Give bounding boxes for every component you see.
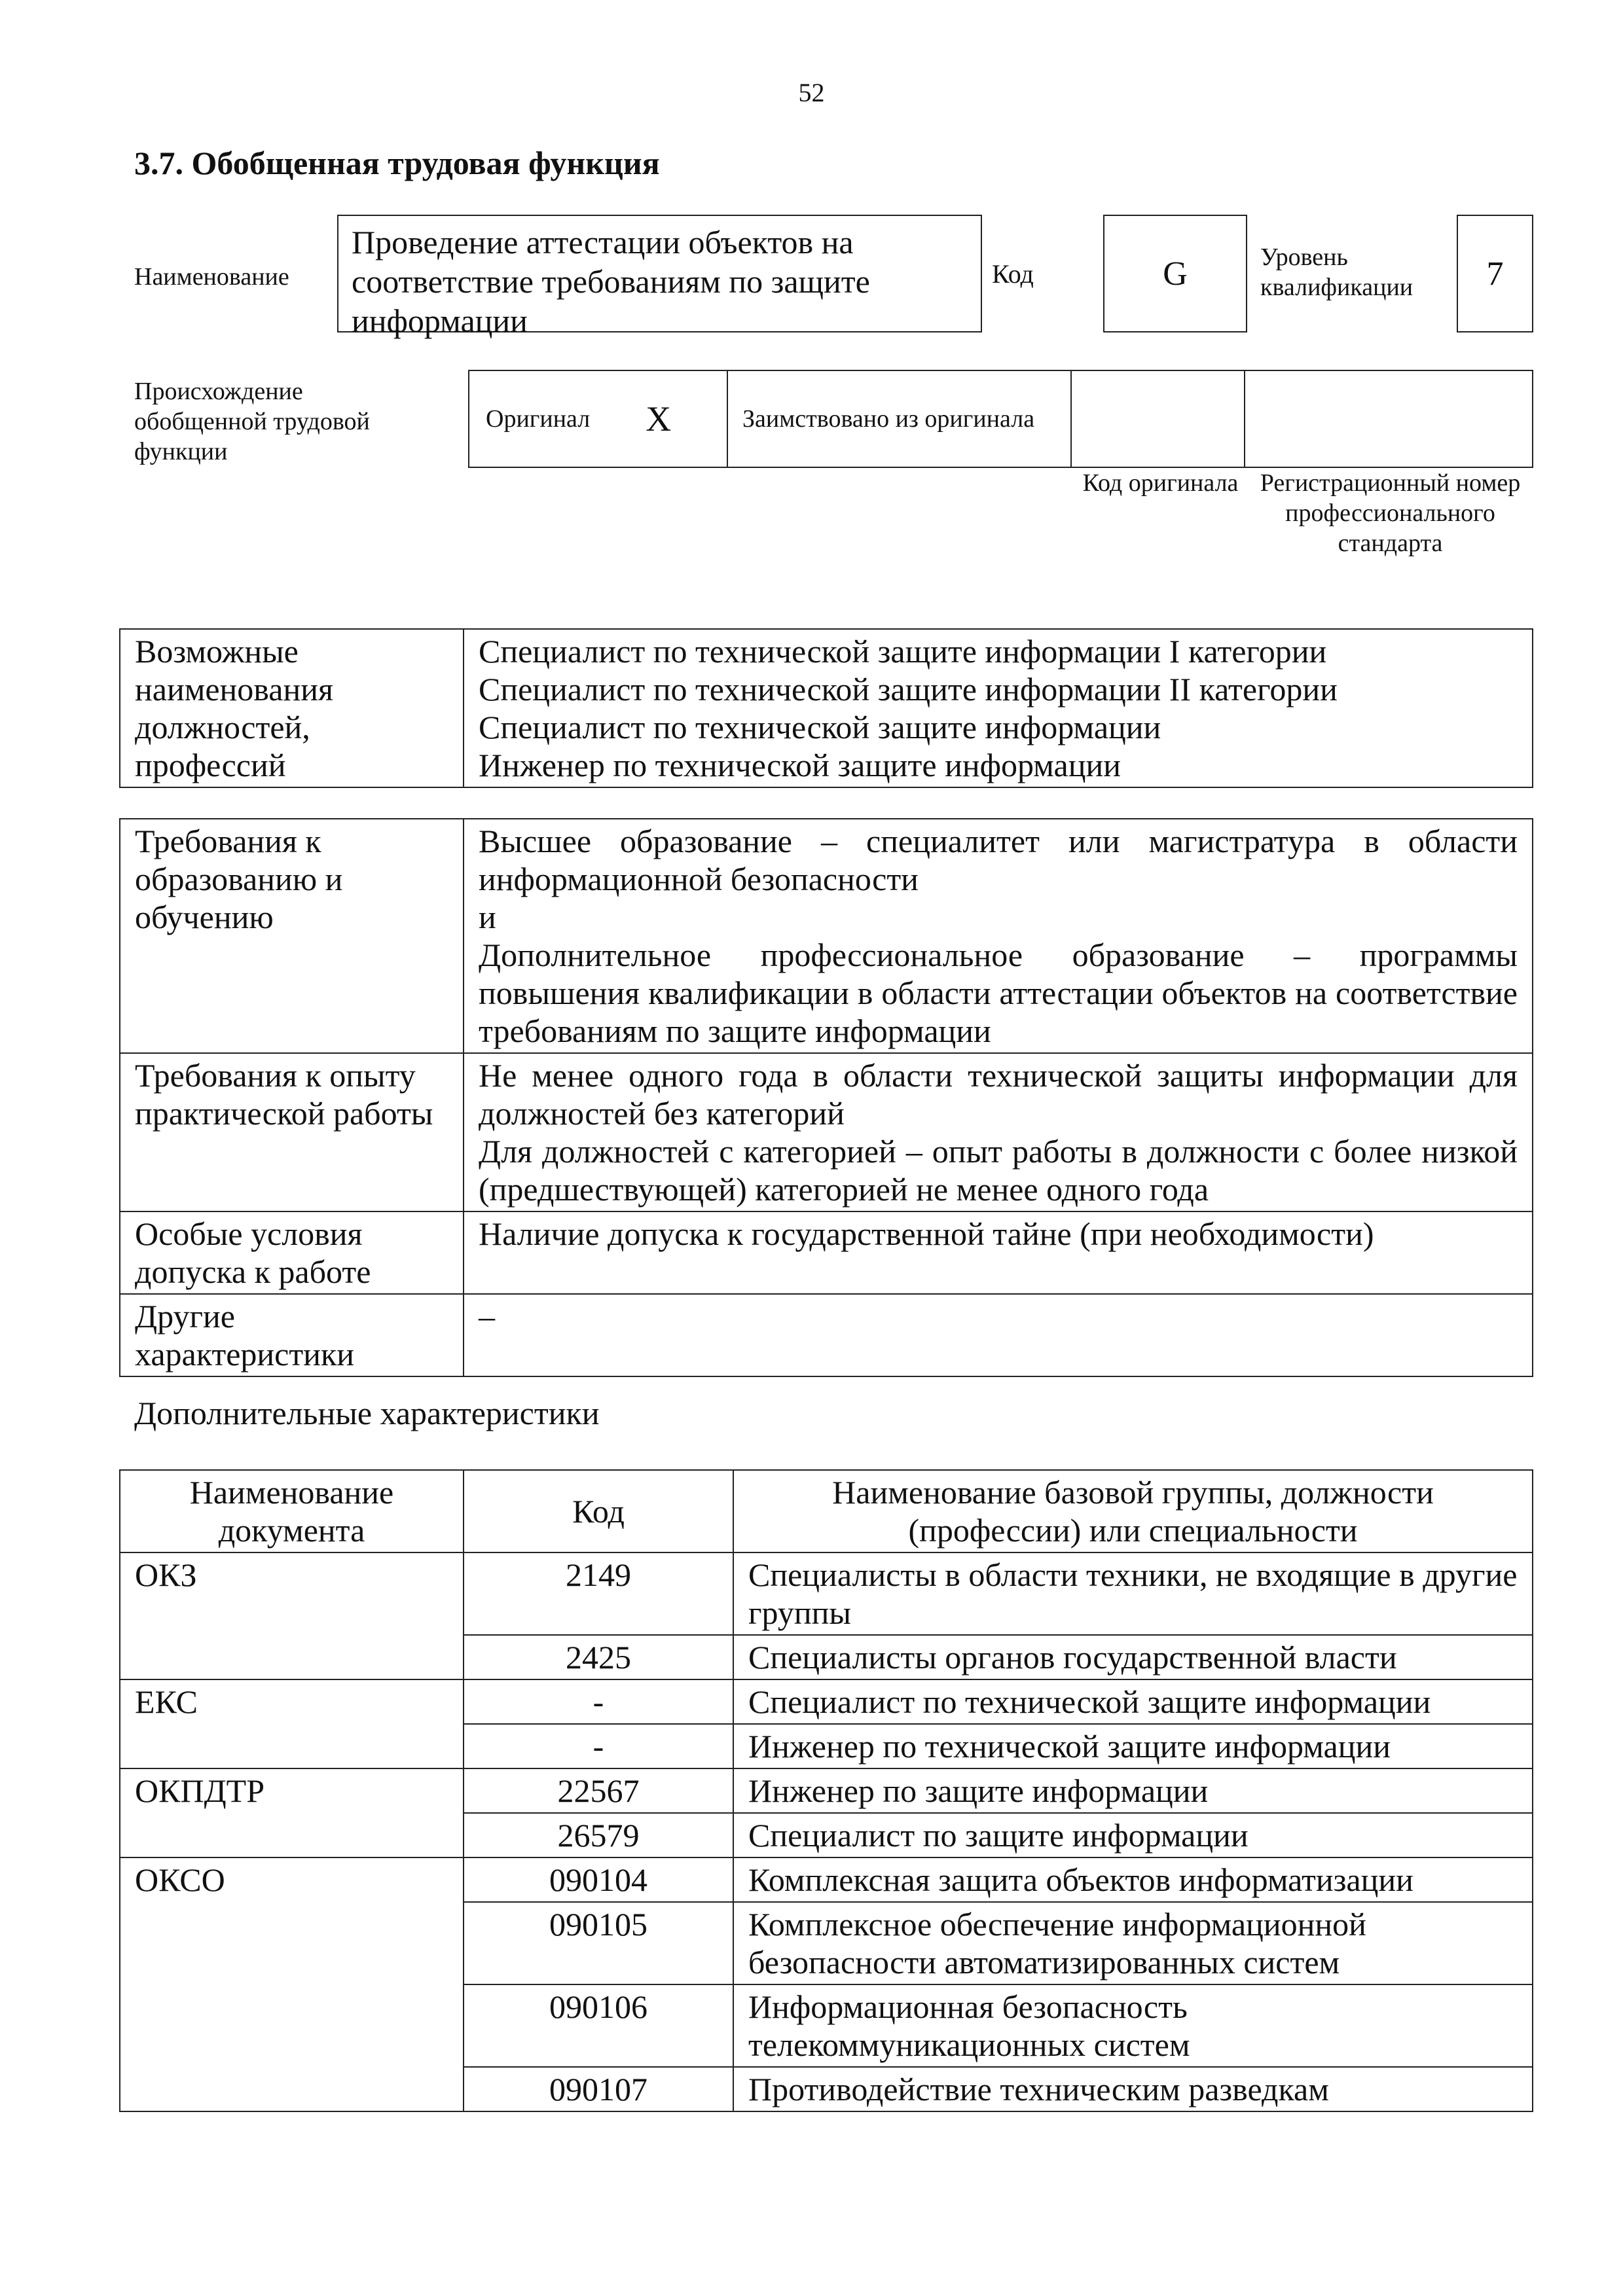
requirement-line: Дополнительное профессиональное образование – программы повышения квалификации в области аттестации объектов на соответствие требованиям по защите информации xyxy=(479,937,1518,1049)
borrowed-cell xyxy=(728,371,1072,467)
requirement-value xyxy=(464,1294,1533,1376)
requirement-row xyxy=(120,1211,1533,1294)
table-row xyxy=(120,1984,1533,2067)
requirement-label: Требования к образованию и обучению xyxy=(120,819,464,1053)
doc-cell: ЕКС xyxy=(120,1679,464,1724)
position-item: Специалист по технической защите информации II категории xyxy=(479,671,1338,708)
section-title: 3.7. Обобщенная трудовая функция xyxy=(134,145,660,181)
requirement-label: Требования к опыту практической работы xyxy=(120,1053,464,1211)
code-cell: 090104 xyxy=(464,1857,733,1902)
additional-header-row xyxy=(120,1470,1533,1552)
header-name: Наименование базовой группы, должности (профессии) или специальности xyxy=(733,1470,1533,1552)
table-row xyxy=(120,1902,1533,1984)
reg-number-cell xyxy=(1245,371,1532,467)
doc-cell xyxy=(120,2067,464,2111)
code-cell: 26579 xyxy=(464,1813,733,1857)
positions-label: Возможные наименования должностей, профессий xyxy=(120,629,464,787)
position-item: Специалист по технической защите информации xyxy=(479,709,1161,745)
requirement-line: Для должностей с категорией – опыт работы в должности с более низкой (предшествующей) категорией не менее одного года xyxy=(479,1133,1518,1208)
name-cell: Комплексная защита объектов информатизации xyxy=(733,1857,1533,1902)
level-box: 7 xyxy=(1457,215,1533,332)
table-row xyxy=(120,1552,1533,1635)
positions-list xyxy=(464,629,1533,787)
requirement-row xyxy=(120,819,1533,1053)
code-cell: 2425 xyxy=(464,1635,733,1679)
requirements-table xyxy=(119,818,1533,1377)
name-cell: Комплексное обеспечение информационной безопасности автоматизированных систем xyxy=(733,1902,1533,1984)
requirement-line: – xyxy=(479,1298,495,1335)
name-cell: Информационная безопасность телекоммуникационных систем xyxy=(733,1984,1533,2067)
original-mark: X xyxy=(646,399,672,439)
origin-table xyxy=(468,370,1533,468)
code-cell: 090106 xyxy=(464,1984,733,2067)
name-cell: Специалист по защите информации xyxy=(733,1813,1533,1857)
table-row xyxy=(120,2067,1533,2111)
code-original-cell xyxy=(1072,371,1245,467)
requirement-line: и xyxy=(479,899,496,935)
code-original-caption: Код оригинала xyxy=(1082,469,1239,497)
borrowed-label: Заимствовано из оригинала xyxy=(742,405,1035,433)
table-row xyxy=(120,1857,1533,1902)
positions-table xyxy=(119,628,1533,788)
code-cell: 2149 xyxy=(464,1552,733,1635)
doc-cell: ОКЗ xyxy=(120,1552,464,1635)
position-item: Специалист по технической защите информации I категории xyxy=(479,633,1327,670)
function-name-box: Проведение аттестации объектов на соответствие требованиям по защите информации xyxy=(337,215,982,332)
doc-cell xyxy=(120,1724,464,1768)
additional-title: Дополнительные характеристики xyxy=(134,1395,600,1431)
name-cell: Специалист по технической защите информации xyxy=(733,1679,1533,1724)
doc-cell xyxy=(120,1813,464,1857)
code-cell: - xyxy=(464,1679,733,1724)
requirement-value xyxy=(464,1211,1533,1294)
code-box: G xyxy=(1103,215,1247,332)
requirement-line: Наличие допуска к государственной тайне (при необходимости) xyxy=(479,1215,1374,1252)
name-cell: Инженер по защите информации xyxy=(733,1768,1533,1813)
requirement-row xyxy=(120,1294,1533,1376)
name-label: Наименование xyxy=(134,263,289,291)
name-cell: Специалисты в области техники, не входящие в другие группы xyxy=(733,1552,1533,1635)
name-cell: Специалисты органов государственной власти xyxy=(733,1635,1533,1679)
table-row xyxy=(120,1635,1533,1679)
table-row xyxy=(120,1768,1533,1813)
requirement-value xyxy=(464,819,1533,1053)
name-cell: Противодействие техническим разведкам xyxy=(733,2067,1533,2111)
code-cell: 090105 xyxy=(464,1902,733,1984)
doc-cell: ОКСО xyxy=(120,1857,464,1902)
doc-cell xyxy=(120,1902,464,1984)
code-cell: 090107 xyxy=(464,2067,733,2111)
requirement-line: Высшее образование – специалитет или магистратура в области информационной безопасности xyxy=(479,823,1518,897)
additional-table xyxy=(119,1469,1533,2112)
requirement-row xyxy=(120,1053,1533,1211)
code-cell: - xyxy=(464,1724,733,1768)
requirement-label: Особые условия допуска к работе xyxy=(120,1211,464,1294)
requirement-label: Другие характеристики xyxy=(120,1294,464,1376)
name-cell: Инженер по технической защите информации xyxy=(733,1724,1533,1768)
position-item: Инженер по технической защите информации xyxy=(479,747,1122,783)
requirement-line: Не менее одного года в области технической защиты информации для должностей без категорий xyxy=(479,1057,1518,1132)
table-row xyxy=(120,1679,1533,1724)
table-row xyxy=(120,1813,1533,1857)
page-number: 52 xyxy=(798,78,825,107)
origin-label: Происхождение обобщенной трудовой функции xyxy=(134,378,370,465)
code-cell: 22567 xyxy=(464,1768,733,1813)
doc-cell: ОКПДТР xyxy=(120,1768,464,1813)
code-label: Код xyxy=(992,259,1034,289)
requirement-value xyxy=(464,1053,1533,1211)
header-doc: Наименование документа xyxy=(120,1470,464,1552)
doc-cell xyxy=(120,1984,464,2067)
reg-number-caption: Регистрационный номер профессионального стандарта xyxy=(1260,469,1521,557)
doc-cell xyxy=(120,1635,464,1679)
original-cell xyxy=(469,371,728,467)
original-label: Оригинал xyxy=(486,405,591,433)
level-label: Уровень квалификации xyxy=(1260,243,1413,301)
header-code: Код xyxy=(464,1470,733,1552)
table-row xyxy=(120,1724,1533,1768)
